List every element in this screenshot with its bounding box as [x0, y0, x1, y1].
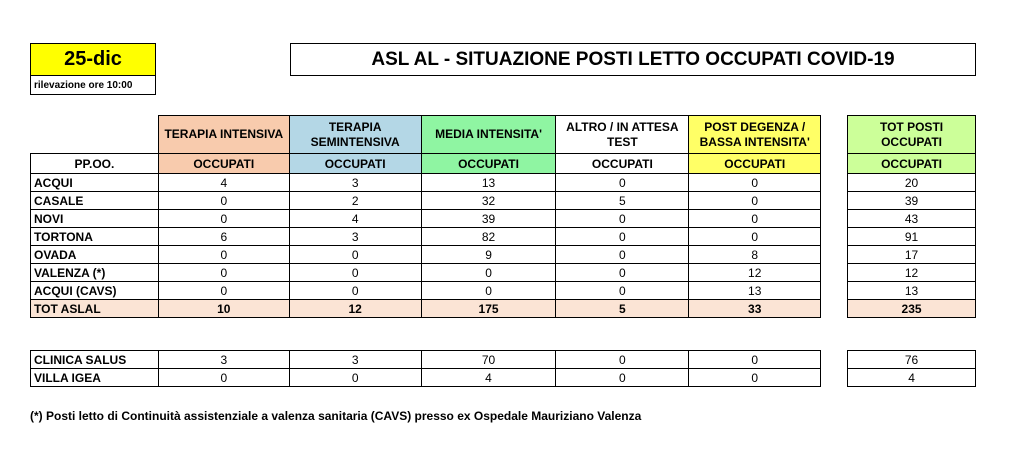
- value-cell: 0: [158, 282, 289, 300]
- value-cell: 0: [289, 369, 421, 387]
- table-row: [31, 369, 976, 387]
- row-label: TOT ASLAL: [31, 300, 159, 318]
- sub-header-cell: OCCUPATI: [158, 154, 289, 174]
- table-row: [31, 228, 976, 246]
- total-cell: 76: [848, 351, 976, 369]
- page-title: ASL AL - SITUAZIONE POSTI LETTO OCCUPATI COVID-19: [290, 43, 976, 76]
- value-cell: 2: [289, 192, 421, 210]
- total-cell: 4: [848, 369, 976, 387]
- value-cell: 0: [689, 351, 821, 369]
- survey-time-note: rilevazione ore 10:00: [30, 76, 156, 95]
- col-header-tot-posti: TOT POSTI OCCUPATI: [848, 116, 976, 154]
- row-label: ACQUI (CAVS): [31, 282, 159, 300]
- value-cell: 8: [689, 246, 821, 264]
- row-label: CASALE: [31, 192, 159, 210]
- value-cell: 0: [556, 174, 689, 192]
- table-row: [31, 246, 976, 264]
- col-header-terapia-intensiva: TERAPIA INTENSIVA: [158, 116, 289, 154]
- table-row: [31, 282, 976, 300]
- value-cell: 0: [421, 264, 556, 282]
- value-cell: 3: [289, 228, 421, 246]
- subheader-row: [31, 154, 976, 174]
- total-cell: 91: [848, 228, 976, 246]
- value-cell: 5: [556, 300, 689, 318]
- row-label: VILLA IGEA: [31, 369, 159, 387]
- gap-cell: [821, 282, 848, 300]
- value-cell: 12: [289, 300, 421, 318]
- value-cell: 13: [421, 174, 556, 192]
- value-cell: 4: [421, 369, 556, 387]
- table-row: [31, 174, 976, 192]
- sub-header-cell: OCCUPATI: [421, 154, 556, 174]
- footnote: (*) Posti letto di Continuità assistenziale a valenza sanitaria (CAVS) presso ex Ospedale Mauriziano Valenza: [30, 409, 642, 423]
- sub-header-cell: OCCUPATI: [689, 154, 821, 174]
- value-cell: 4: [289, 210, 421, 228]
- value-cell: 82: [421, 228, 556, 246]
- value-cell: 0: [158, 369, 289, 387]
- value-cell: 13: [689, 282, 821, 300]
- value-cell: 0: [289, 264, 421, 282]
- total-cell: 235: [848, 300, 976, 318]
- value-cell: 33: [689, 300, 821, 318]
- value-cell: 4: [158, 174, 289, 192]
- table-row: [31, 192, 976, 210]
- gap-cell: [821, 154, 848, 174]
- value-cell: 0: [421, 282, 556, 300]
- row-label: ACQUI: [31, 174, 159, 192]
- gap-cell: [821, 246, 848, 264]
- value-cell: 3: [289, 351, 421, 369]
- gap-cell: [821, 228, 848, 246]
- col-header-post-degenza: POST DEGENZA / BASSA INTENSITA': [689, 116, 821, 154]
- gap-cell: [821, 351, 848, 369]
- value-cell: 0: [556, 369, 689, 387]
- beds-table: [30, 115, 976, 318]
- table-row: [31, 210, 976, 228]
- sub-header-cell: OCCUPATI: [289, 154, 421, 174]
- value-cell: 6: [158, 228, 289, 246]
- value-cell: 0: [289, 246, 421, 264]
- gap-cell: [821, 174, 848, 192]
- col-header-altro: ALTRO / IN ATTESA TEST: [556, 116, 689, 154]
- total-cell: 13: [848, 282, 976, 300]
- header-row: [31, 116, 976, 154]
- value-cell: 0: [556, 282, 689, 300]
- table-row: [31, 351, 976, 369]
- value-cell: 0: [158, 192, 289, 210]
- row-header-label: PP.OO.: [31, 154, 159, 174]
- value-cell: 70: [421, 351, 556, 369]
- value-cell: 0: [289, 282, 421, 300]
- value-cell: 39: [421, 210, 556, 228]
- row-label: CLINICA SALUS: [31, 351, 159, 369]
- other-facilities-table: [30, 350, 976, 387]
- value-cell: 3: [289, 174, 421, 192]
- row-label: TORTONA: [31, 228, 159, 246]
- value-cell: 0: [556, 264, 689, 282]
- value-cell: 0: [689, 192, 821, 210]
- value-cell: 0: [689, 174, 821, 192]
- value-cell: 12: [689, 264, 821, 282]
- value-cell: 10: [158, 300, 289, 318]
- value-cell: 0: [556, 210, 689, 228]
- total-cell: 20: [848, 174, 976, 192]
- gap-cell: [821, 116, 848, 154]
- value-cell: 32: [421, 192, 556, 210]
- row-label: OVADA: [31, 246, 159, 264]
- value-cell: 0: [158, 264, 289, 282]
- value-cell: 0: [158, 210, 289, 228]
- value-cell: 175: [421, 300, 556, 318]
- gap-cell: [821, 300, 848, 318]
- value-cell: 0: [158, 246, 289, 264]
- value-cell: 0: [556, 351, 689, 369]
- gap-cell: [821, 192, 848, 210]
- col-header-terapia-semintensiva: TERAPIA SEMINTENSIVA: [289, 116, 421, 154]
- value-cell: 0: [689, 228, 821, 246]
- header-blank: [31, 116, 159, 154]
- sub-header-cell: OCCUPATI: [848, 154, 976, 174]
- value-cell: 0: [689, 210, 821, 228]
- total-cell: 17: [848, 246, 976, 264]
- gap-cell: [821, 369, 848, 387]
- value-cell: 3: [158, 351, 289, 369]
- gap-cell: [821, 264, 848, 282]
- total-cell: 12: [848, 264, 976, 282]
- gap-cell: [821, 210, 848, 228]
- value-cell: 0: [689, 369, 821, 387]
- table-row: [31, 300, 976, 318]
- sub-header-cell: OCCUPATI: [556, 154, 689, 174]
- value-cell: 0: [556, 228, 689, 246]
- row-label: VALENZA (*): [31, 264, 159, 282]
- value-cell: 0: [556, 246, 689, 264]
- col-header-media-intensita: MEDIA INTENSITA': [421, 116, 556, 154]
- total-cell: 43: [848, 210, 976, 228]
- total-cell: 39: [848, 192, 976, 210]
- table-row: [31, 264, 976, 282]
- value-cell: 5: [556, 192, 689, 210]
- date-box: 25-dic: [30, 43, 156, 76]
- value-cell: 9: [421, 246, 556, 264]
- row-label: NOVI: [31, 210, 159, 228]
